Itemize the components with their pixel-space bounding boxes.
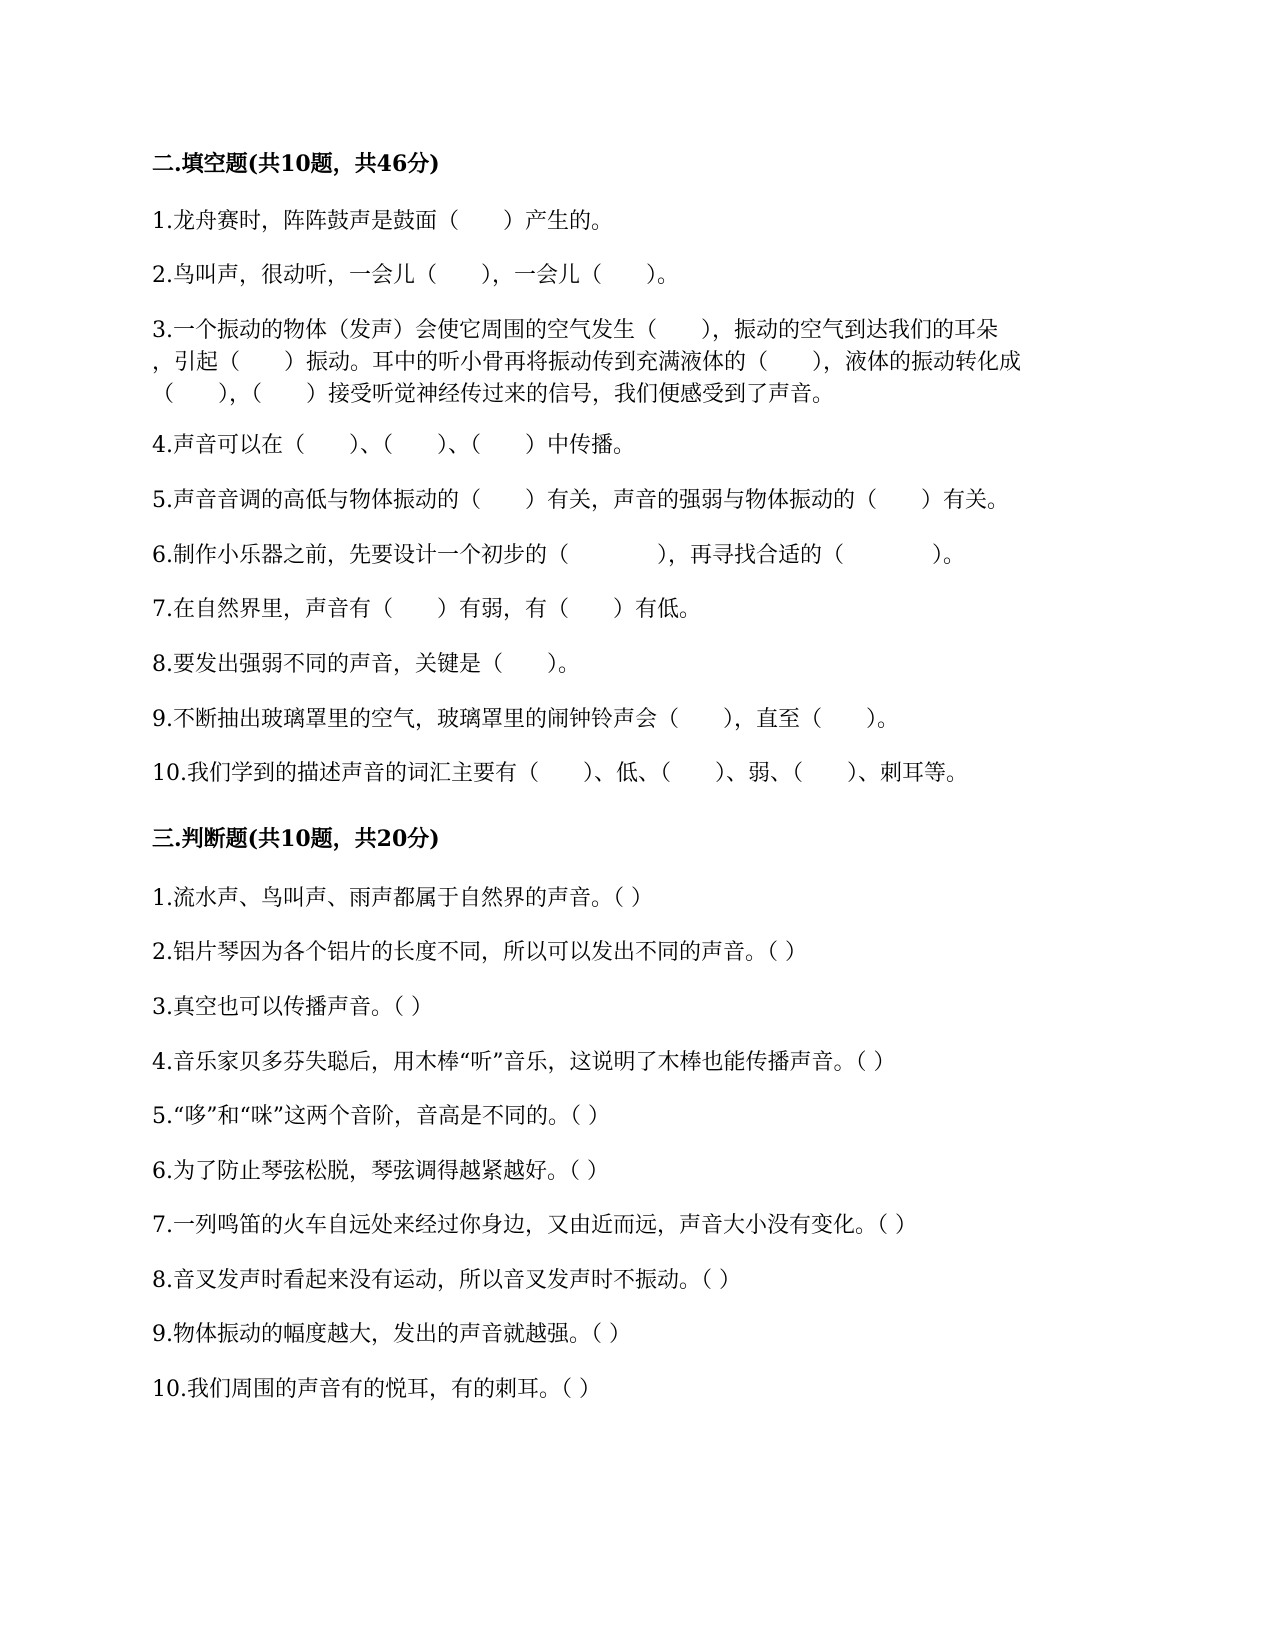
- judge-question-2: 2.铝片琴因为各个铝片的长度不同，所以可以发出不同的声音。（ ）: [152, 940, 807, 965]
- judge-question-8: 8.音叉发声时看起来没有运动，所以音叉发声时不振动。（ ）: [152, 1268, 741, 1293]
- fill-question-3: [152, 315, 1142, 411]
- fill-question-3-line-1: 3.一个振动的物体（发声）会使它周围的空气发生（ ），振动的空气到达我们的耳朵: [152, 318, 998, 343]
- fill-question-3-line-2: ，引起（ ）振动。耳中的听小骨再将振动传到充满液体的（ ），液体的振动转化成: [152, 350, 1022, 375]
- fill-question-7: 7.在自然界里，声音有（ ）有弱，有（ ）有低。: [152, 597, 701, 622]
- fill-question-10: 10.我们学到的描述声音的词汇主要有（ ）、低、（ ）、弱、（ ）、刺耳等。: [152, 761, 968, 786]
- fill-question-4: 4.声音可以在（ ）、（ ）、（ ）中传播。: [152, 433, 635, 458]
- judge-question-9: 9.物体振动的幅度越大，发出的声音就越强。（ ）: [152, 1322, 631, 1347]
- judge-question-3: 3.真空也可以传播声音。（ ）: [152, 995, 433, 1020]
- section-heading-fill-in-blank: 二.填空题(共10题，共46分): [152, 151, 440, 177]
- judge-question-1: 1.流水声、鸟叫声、雨声都属于自然界的声音。（ ）: [152, 886, 653, 911]
- judge-question-10: 10.我们周围的声音有的悦耳，有的刺耳。（ ）: [152, 1377, 601, 1402]
- fill-question-8: 8.要发出强弱不同的声音，关键是（ ）。: [152, 652, 580, 677]
- fill-question-5: 5.声音音调的高低与物体振动的（ ）有关，声音的强弱与物体振动的（ ）有关。: [152, 488, 1009, 513]
- section-heading-true-false: 三.判断题(共10题，共20分): [152, 826, 440, 852]
- judge-question-5: 5.“哆”和“咪”这两个音阶，音高是不同的。（ ）: [152, 1104, 610, 1129]
- fill-question-2: 2.鸟叫声，很动听，一会儿（ ），一会儿（ ）。: [152, 263, 679, 288]
- judge-question-6: 6.为了防止琴弦松脱，琴弦调得越紧越好。（ ）: [152, 1159, 609, 1184]
- fill-question-1: 1.龙舟赛时，阵阵鼓声是鼓面（ ）产生的。: [152, 209, 613, 234]
- judge-question-4: 4.音乐家贝多芬失聪后，用木棒“听”音乐，这说明了木棒也能传播声音。（ ）: [152, 1050, 896, 1075]
- fill-question-3-line-3: （ ），（ ）接受听觉神经传过来的信号，我们便感受到了声音。: [152, 382, 835, 407]
- judge-question-7: 7.一列鸣笛的火车自远处来经过你身边，又由近而远，声音大小没有变化。（ ）: [152, 1213, 917, 1238]
- fill-question-9: 9.不断抽出玻璃罩里的空气，玻璃罩里的闹钟铃声会（ ），直至（ ）。: [152, 707, 899, 732]
- fill-question-6: 6.制作小乐器之前，先要设计一个初步的（ ），再寻找合适的（ ）。: [152, 543, 965, 568]
